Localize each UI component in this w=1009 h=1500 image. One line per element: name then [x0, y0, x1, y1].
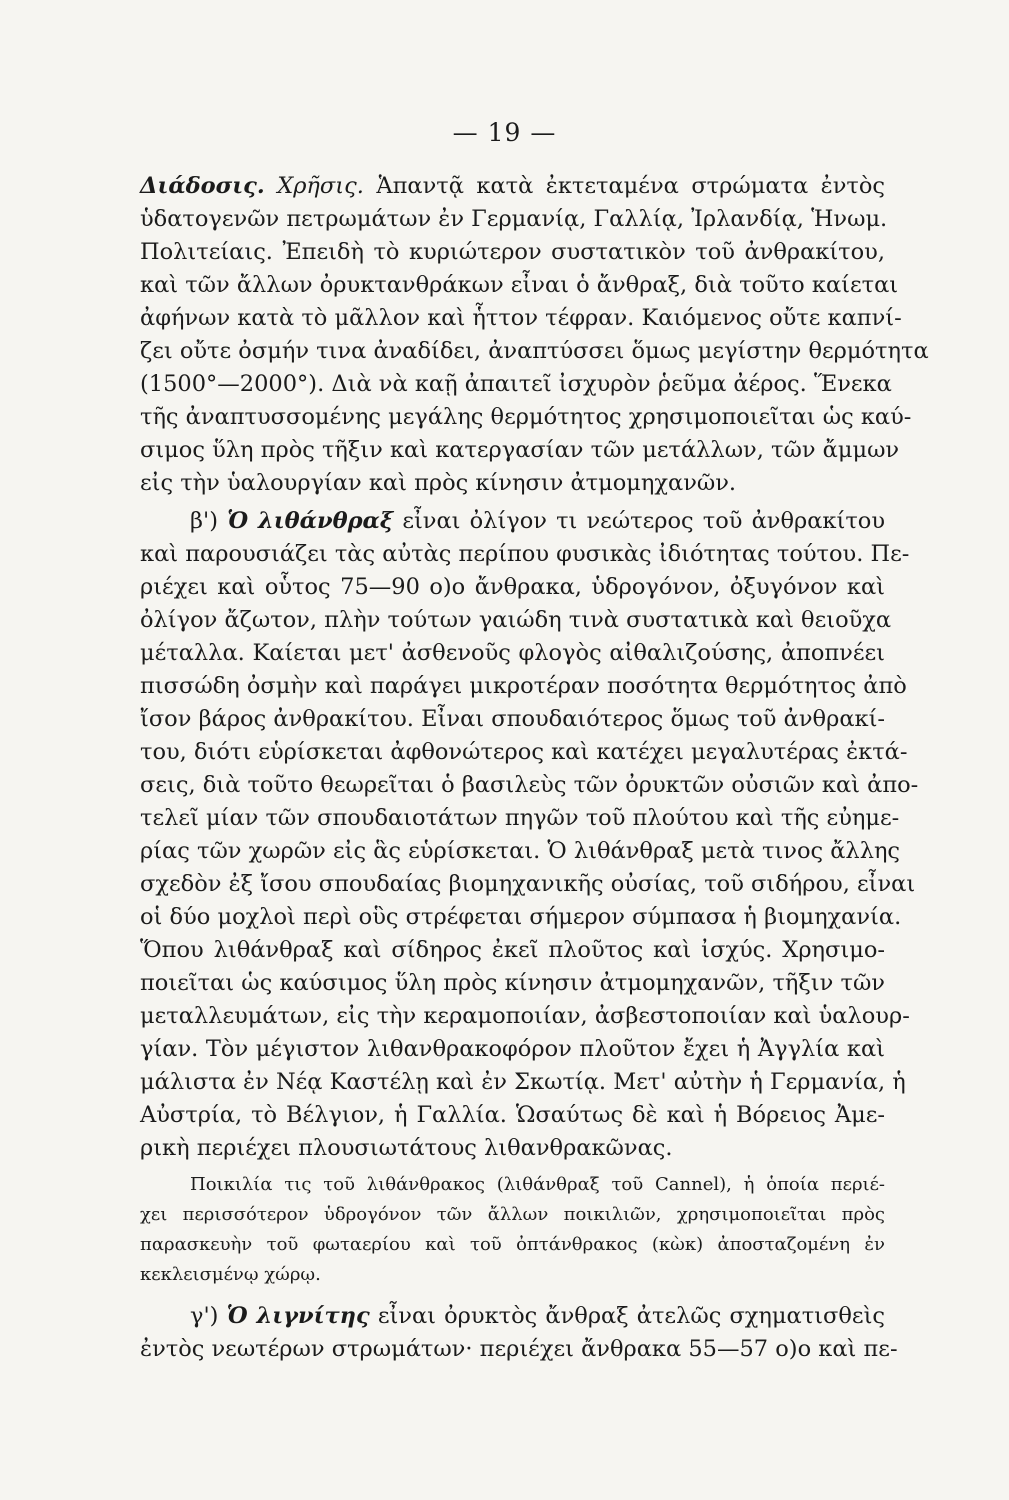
text-line: ποιεῖται ὡς καύσιμος ὕλη πρὸς κίνησιν ἀτμομηχανῶν, τῆξιν τῶν [140, 970, 885, 996]
section-b-line-1 [190, 505, 885, 537]
text-line: ρικὴ περιέχει πλουσιωτάτους λιθανθρακῶνας. [140, 1135, 673, 1161]
text-line: σιμος ὕλη πρὸς τῆξιν καὶ κατεργασίαν τῶν μετάλλων, τῶν ἄμμων [140, 437, 900, 463]
text-line: γίαν. Τὸν μέγιστον λιθανθρακοφόρον πλοῦτον ἔχει ἡ Ἀγγλία καὶ [140, 1036, 885, 1062]
text-line: μέταλλα. Καίεται μετ' ἀσθενοῦς φλογὸς αἰθαλιζούσης, ἀποπνέει [140, 640, 885, 666]
section-b-heading: Ὁ λιθάνθραξ [227, 508, 394, 534]
text-line: ἴσον βάρος ἀνθρακίτου. Εἶναι σπουδαιότερος ὅμως τοῦ ἀνθρακί- [140, 706, 885, 732]
text-line: εἶναι ὀλίγον τι νεώτερος τοῦ ἀνθρακίτου [402, 508, 885, 534]
text-line: ἀφήνων κατὰ τὸ μᾶλλον καὶ ἧττον τέφραν. Καιόμενος οὔτε καπνί- [140, 305, 902, 331]
note-line: χει περισσότερον ὑδρογόνον τῶν ἄλλων ποικιλιῶν, χρησιμοποιεῖται πρὸς [140, 1204, 885, 1225]
text-line: ριέχει καὶ οὗτος 75—90 ο)ο ἄνθρακα, ὑδρογόνον, ὀξυγόνον καὶ [140, 574, 885, 600]
section-c-heading: Ὁ λιγνίτης [226, 1303, 370, 1329]
text-line: εἶναι ὀρυκτὸς ἄνθραξ ἀτελῶς σχηματισθεὶς [377, 1303, 885, 1329]
text-line: (1500°—2000°). Διὰ νὰ καῇ ἀπαιτεῖ ἰσχυρὸν ῥεῦμα ἀέρος. Ἕνεκα [140, 371, 892, 397]
text-line: οἱ δύο μοχλοὶ περὶ οὓς στρέφεται σήμερον σύμπασα ἡ βιομηχανία. [140, 904, 902, 930]
text-line: ρίας τῶν χωρῶν εἰς ἃς εὑρίσκεται. Ὁ λιθάνθραξ μετὰ τινος ἄλλης [140, 838, 901, 864]
section-c-line-1 [190, 1300, 885, 1332]
text-line: σχεδὸν ἐξ ἴσου σπουδαίας βιομηχανικῆς οὐσίας, τοῦ σιδήρου, εἶναι [140, 871, 916, 897]
text-line: μάλιστα ἐν Νέᾳ Καστέλῃ καὶ ἐν Σκωτίᾳ. Μετ' αὐτὴν ἡ Γερμανία, ἡ [140, 1069, 906, 1095]
text-line: τελεῖ μίαν τῶν σπουδαιοτάτων πηγῶν τοῦ πλούτου καὶ τῆς εὐημε- [140, 805, 900, 831]
note-line: Ποικιλία τις τοῦ λιθάνθρακος (λιθάνθραξ τοῦ Cannel), ἡ ὁποία περιέ- [190, 1174, 885, 1195]
section-a-subheading: Χρῆσις. [277, 173, 364, 199]
text-line: ζει οὔτε ὀσμήν τινα ἀναδίδει, ἀναπτύσσει ὅμως μεγίστην θερμότητα [140, 338, 929, 364]
text-line: μεταλλευμάτων, εἰς τὴν κεραμοποιίαν, ἀσβεστοποιίαν καὶ ὑαλουρ- [140, 1003, 910, 1029]
text-line: καὶ παρουσιάζει τὰς αὐτὰς περίπου φυσικὰς ἰδιότητας τούτου. Πε- [140, 541, 910, 567]
section-c-marker: γ') [190, 1303, 219, 1329]
text-line: Πολιτείαις. Ἐπειδὴ τὸ κυριώτερον συστατικὸν τοῦ ἀνθρακίτου, [140, 239, 885, 265]
text-line: πισσώδη ὀσμὴν καὶ παράγει μικροτέραν ποσότητα θερμότητος ἀπὸ [140, 673, 907, 699]
section-b-marker: β') [190, 508, 218, 534]
note-line: παρασκευὴν τοῦ φωταερίου καὶ τοῦ ὀπτάνθρακος (κὼκ) ἀποσταζομένη ἐν [140, 1234, 885, 1255]
page-number: — 19 — [452, 118, 557, 147]
text-line: ὀλίγον ἄζωτον, πλὴν τούτων γαιώδη τινὰ συστατικὰ καὶ θειοῦχα [140, 607, 892, 633]
text-line: καὶ τῶν ἄλλων ὀρυκτανθράκων εἶναι ὁ ἄνθραξ, διὰ τοῦτο καίεται [140, 272, 899, 298]
text-line: ἐντὸς νεωτέρων στρωμάτων· περιέχει ἄνθρακα 55—57 ο)ο καὶ πε- [140, 1336, 898, 1362]
note-line: κεκλεισμένῳ χώρῳ. [140, 1264, 321, 1285]
text-line: σεις, διὰ τοῦτο θεωρεῖται ὁ βασιλεὺς τῶν ὀρυκτῶν οὐσιῶν καὶ ἀπο- [140, 772, 919, 798]
section-a-heading: Διάδοσις. [140, 173, 265, 199]
text-line: Αὐστρία, τὸ Βέλγιον, ἡ Γαλλία. Ὡσαύτως δὲ καὶ ἡ Βόρειος Ἀμε- [140, 1102, 885, 1128]
text-line: ὑδατογενῶν πετρωμάτων ἐν Γερμανίᾳ, Γαλλίᾳ, Ἰρλανδίᾳ, Ἡνωμ. [140, 206, 888, 232]
text-line: Ὅπου λιθάνθραξ καὶ σίδηρος ἐκεῖ πλοῦτος καὶ ἰσχύς. Χρησιμο- [140, 937, 885, 963]
section-a-line-1 [140, 170, 885, 202]
text-line: του, διότι εὑρίσκεται ἀφθονώτερος καὶ κατέχει μεγαλυτέρας ἐκτά- [140, 739, 908, 765]
text-line: Ἁπαντᾷ κατὰ ἐκτεταμένα στρώματα ἐντὸς [376, 173, 886, 199]
text-line: τῆς ἀναπτυσσομένης μεγάλης θερμότητος χρησιμοποιεῖται ὡς καύ- [140, 404, 912, 430]
text-line: εἰς τὴν ὑαλουργίαν καὶ πρὸς κίνησιν ἀτμομηχανῶν. [140, 470, 737, 496]
